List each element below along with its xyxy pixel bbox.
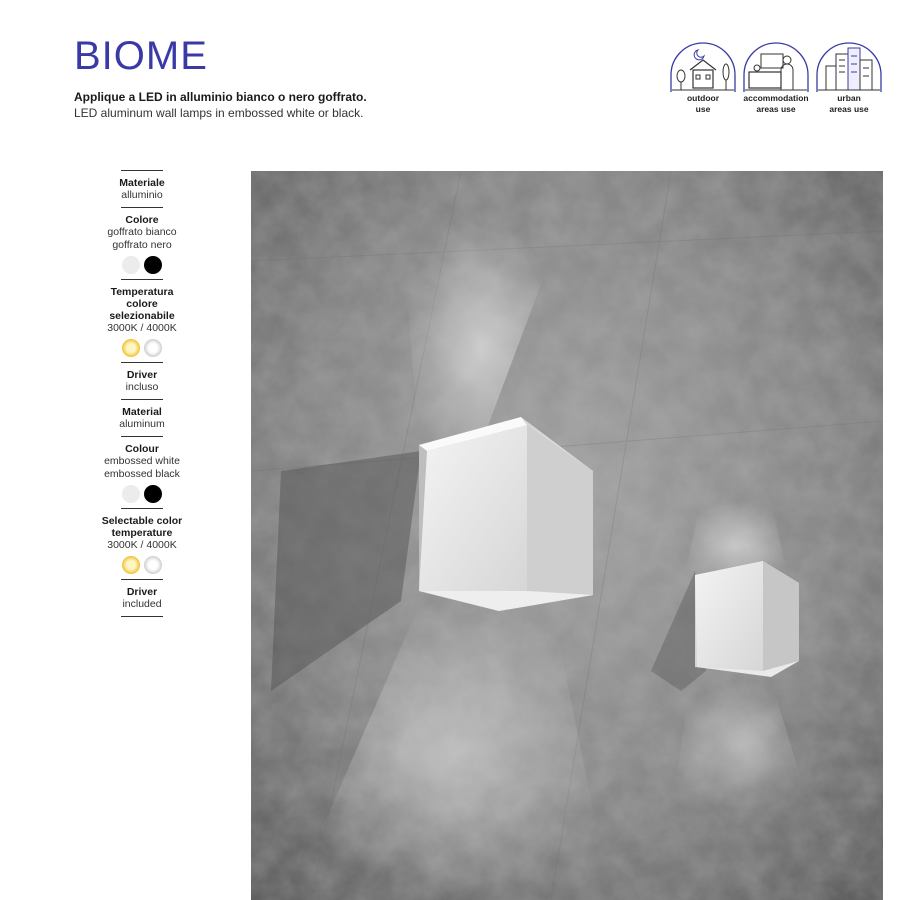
white-swatch — [122, 485, 140, 503]
use-urban — [814, 40, 884, 114]
accommodation-reception-icon — [741, 40, 811, 92]
spec-label: Driver — [126, 586, 158, 598]
product-photo — [251, 171, 883, 900]
spec-label: Temperatura colore — [110, 286, 174, 310]
cool-light-swatch — [144, 339, 162, 357]
subtitle-english: LED aluminum wall lamps in embossed white or black. — [74, 106, 364, 120]
colour-swatches — [100, 485, 184, 503]
spec-value: goffrato nero — [112, 239, 172, 251]
cool-light-swatch — [144, 556, 162, 574]
spec-value: 3000K / 4000K — [107, 539, 177, 551]
use-outdoor-line1: outdoor — [686, 93, 720, 103]
use-accommodation — [741, 40, 811, 114]
spec-value: 3000K / 4000K — [107, 322, 177, 334]
spec-materiale — [100, 171, 184, 207]
usage-icons — [668, 40, 884, 120]
spec-label: Selectable color — [101, 515, 183, 527]
specifications-column — [100, 170, 184, 617]
spec-label: Colour — [125, 443, 159, 455]
spec-label: Materiale — [119, 177, 165, 189]
use-outdoor — [668, 40, 738, 114]
warm-light-swatch — [122, 339, 140, 357]
wall-lamp-photo — [251, 171, 883, 900]
spec-label: Colore — [125, 214, 159, 226]
spec-colore — [100, 208, 184, 279]
spec-value: embossed black — [104, 468, 180, 480]
spec-label: Material — [122, 406, 162, 418]
spec-value: aluminum — [119, 418, 165, 430]
spec-colour — [100, 437, 184, 508]
outdoor-house-icon — [668, 40, 738, 92]
use-accommodation-line1: accommodation — [743, 93, 809, 103]
spec-label: Driver — [126, 369, 158, 381]
subtitle-italian: Applique a LED in alluminio bianco o nero goffrato. — [74, 90, 367, 104]
spec-temperature — [100, 509, 184, 579]
black-swatch — [144, 485, 162, 503]
colour-swatches — [100, 256, 184, 274]
spec-value: incluso — [125, 381, 159, 393]
spec-driver-en — [100, 580, 184, 616]
use-urban-line2: areas use — [829, 104, 869, 114]
spec-label: selezionabile — [109, 310, 175, 322]
spec-value: alluminio — [121, 189, 163, 201]
spec-driver-it — [100, 363, 184, 399]
black-swatch — [144, 256, 162, 274]
white-swatch — [122, 256, 140, 274]
temperature-swatches — [100, 339, 184, 357]
use-accommodation-line2: areas use — [756, 104, 796, 114]
spec-temperatura — [100, 280, 184, 362]
spec-material — [100, 400, 184, 436]
warm-light-swatch — [122, 556, 140, 574]
divider — [121, 616, 163, 617]
urban-buildings-icon — [814, 40, 884, 92]
temperature-swatches — [100, 556, 184, 574]
spec-value: embossed white — [104, 455, 180, 467]
product-title: BIOME — [74, 34, 208, 78]
use-urban-line1: urban — [837, 93, 861, 103]
spec-value: goffrato bianco — [107, 226, 177, 238]
use-outdoor-line2: use — [695, 104, 711, 114]
spec-value: included — [122, 598, 162, 610]
spec-label: temperature — [111, 527, 173, 539]
